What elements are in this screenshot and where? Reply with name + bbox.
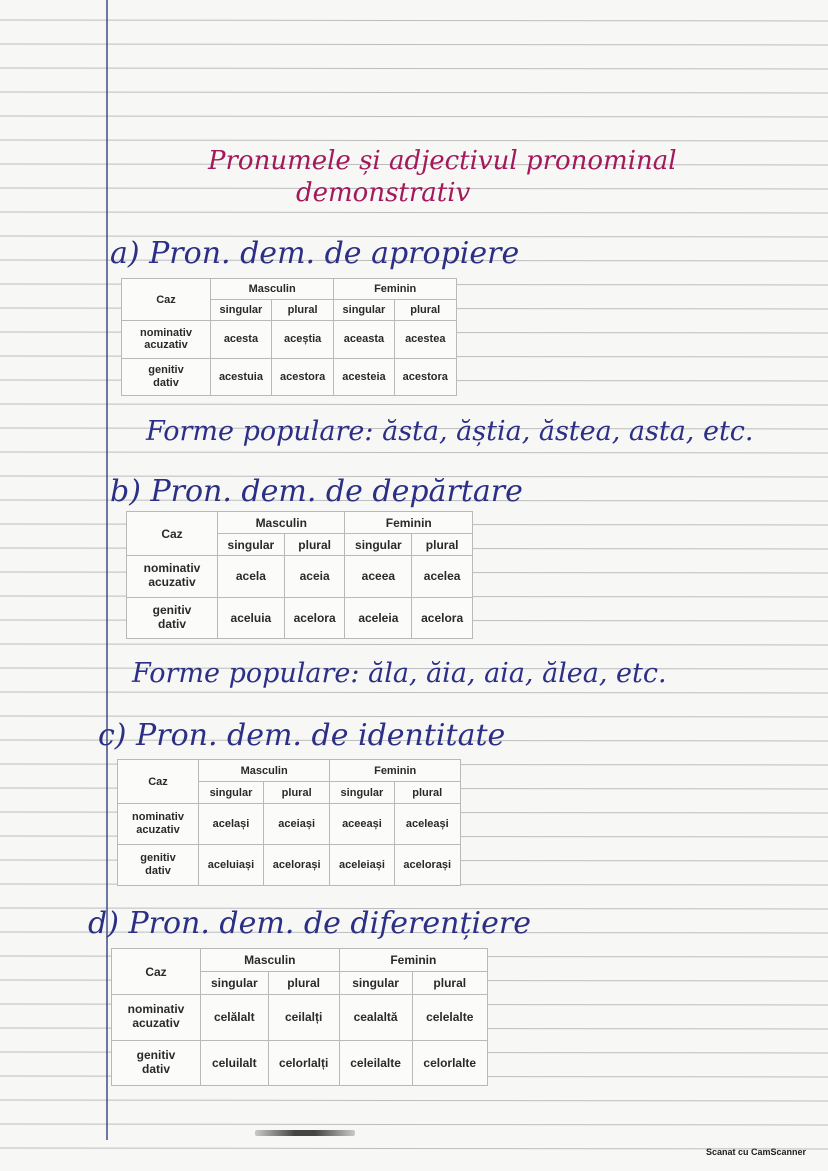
table-cell: celuilalt xyxy=(201,1040,269,1086)
declension-table-a xyxy=(121,278,457,396)
ruled-line xyxy=(0,1148,828,1149)
header-caz: Caz xyxy=(127,512,218,556)
ruled-line xyxy=(0,20,828,21)
ruled-line xyxy=(0,140,828,141)
table-cell: aceluia xyxy=(218,597,285,639)
header-masculin: Masculin xyxy=(218,512,345,534)
section-heading-a: a) Pron. dem. de apropiere xyxy=(110,236,520,271)
table-cell: acela xyxy=(218,556,285,598)
header-singular: singular xyxy=(218,534,285,556)
section-heading-d: d) Pron. dem. de diferențiere xyxy=(88,906,531,941)
case-acuzativ: acuzativ xyxy=(132,1016,180,1031)
table-cell: acelorași xyxy=(394,845,460,886)
table-cell: aceea xyxy=(345,556,412,598)
header-plural: plural xyxy=(394,782,460,804)
ruled-line xyxy=(0,92,828,93)
table-cell: aceasta xyxy=(334,321,394,359)
table-cell: acelora xyxy=(412,597,473,639)
table-cell: aceștia xyxy=(271,321,333,359)
header-caz: Caz xyxy=(112,949,201,995)
scan-edge-mark xyxy=(255,1130,355,1136)
case-nominativ: nominativ xyxy=(143,561,201,576)
margin-line xyxy=(106,0,108,1140)
case-dativ: dativ xyxy=(157,616,186,631)
case-dativ: dativ xyxy=(145,865,171,877)
header-singular: singular xyxy=(330,782,394,804)
header-singular: singular xyxy=(334,300,394,321)
case-nom-acc xyxy=(118,804,199,845)
table-cell: aceeași xyxy=(330,804,394,845)
case-nominativ: nominativ xyxy=(127,1002,185,1017)
table-cell: acelorași xyxy=(263,845,329,886)
case-nom-acc xyxy=(127,556,218,598)
table-cell: celeilalte xyxy=(339,1040,412,1086)
header-plural: plural xyxy=(412,972,487,995)
case-acuzativ: acuzativ xyxy=(144,339,188,352)
table-cell: acesta xyxy=(211,321,272,359)
ruled-line xyxy=(0,692,828,693)
case-genitiv: genitiv xyxy=(152,602,192,617)
table-cell: aceleia xyxy=(345,597,412,639)
declension-table-c xyxy=(117,759,461,886)
header-caz: Caz xyxy=(118,760,199,804)
case-gen-dat xyxy=(112,1040,201,1086)
header-singular: singular xyxy=(201,972,269,995)
section-heading-c: c) Pron. dem. de identitate xyxy=(98,718,506,753)
table-cell: aceluiași xyxy=(199,845,264,886)
case-nominativ: nominativ xyxy=(140,326,192,339)
case-dativ: dativ xyxy=(141,1061,170,1076)
declension-table-d xyxy=(111,948,488,1086)
case-dativ: dativ xyxy=(153,376,179,389)
table-cell: aceiași xyxy=(263,804,329,845)
table-cell: acestea xyxy=(394,321,456,359)
case-nom-acc xyxy=(112,995,201,1041)
table-cell: celelalte xyxy=(412,995,487,1041)
table-cell: aceia xyxy=(284,556,345,598)
popular-forms-b: Forme populare: ăla, ăia, aia, ălea, etc. xyxy=(132,658,667,689)
declension-table-b xyxy=(126,511,473,639)
table-cell: ceilalți xyxy=(268,995,339,1041)
header-masculin: Masculin xyxy=(201,949,340,972)
ruled-line xyxy=(0,404,828,405)
header-plural: plural xyxy=(268,972,339,995)
header-masculin: Masculin xyxy=(211,279,334,300)
header-plural: plural xyxy=(412,534,473,556)
header-feminin: Feminin xyxy=(339,949,487,972)
header-feminin: Feminin xyxy=(334,279,457,300)
table-cell: aceleași xyxy=(394,804,460,845)
header-feminin: Feminin xyxy=(345,512,473,534)
case-acuzativ: acuzativ xyxy=(136,824,180,836)
header-feminin: Feminin xyxy=(330,760,461,782)
table-cell: acelea xyxy=(412,556,473,598)
header-plural: plural xyxy=(263,782,329,804)
page-title: Pronumele și adjectivul pronominal xyxy=(208,146,677,176)
header-plural: plural xyxy=(394,300,456,321)
ruled-line xyxy=(0,1100,828,1101)
header-singular: singular xyxy=(199,782,264,804)
page-title-line2: demonstrativ xyxy=(296,178,471,208)
case-genitiv: genitiv xyxy=(140,852,176,865)
table-cell: acestuia xyxy=(211,358,272,396)
case-gen-dat xyxy=(118,845,199,886)
table-cell: același xyxy=(199,804,264,845)
table-cell: aceleiași xyxy=(330,845,394,886)
case-genitiv: genitiv xyxy=(148,364,184,377)
table-cell: acelora xyxy=(284,597,345,639)
ruled-line xyxy=(0,716,828,717)
header-masculin: Masculin xyxy=(199,760,330,782)
case-gen-dat xyxy=(127,597,218,639)
section-heading-b: b) Pron. dem. de depărtare xyxy=(110,474,523,509)
ruled-line xyxy=(0,212,828,213)
ruled-line xyxy=(0,644,828,645)
header-singular: singular xyxy=(339,972,412,995)
scanner-watermark: Scanat cu CamScanner xyxy=(705,1147,806,1157)
table-cell: celălalt xyxy=(201,995,269,1041)
ruled-line xyxy=(0,116,828,117)
header-plural: plural xyxy=(271,300,333,321)
table-cell: acestora xyxy=(271,358,333,396)
ruled-line xyxy=(0,452,828,453)
table-cell: celorlalți xyxy=(268,1040,339,1086)
case-nom-acc xyxy=(122,321,211,359)
header-plural: plural xyxy=(284,534,345,556)
header-singular: singular xyxy=(345,534,412,556)
header-singular: singular xyxy=(211,300,272,321)
case-gen-dat xyxy=(122,358,211,396)
case-acuzativ: acuzativ xyxy=(148,575,196,590)
case-nominativ: nominativ xyxy=(132,811,184,824)
table-cell: acesteia xyxy=(334,358,394,396)
ruled-line xyxy=(0,1124,828,1125)
table-cell: acestora xyxy=(394,358,456,396)
ruled-line xyxy=(0,44,828,45)
table-cell: celorlalte xyxy=(412,1040,487,1086)
table-cell: cealaltă xyxy=(339,995,412,1041)
header-caz: Caz xyxy=(122,279,211,321)
popular-forms-a: Forme populare: ăsta, ăștia, ăstea, asta, etc. xyxy=(146,416,754,447)
ruled-line xyxy=(0,68,828,69)
case-genitiv: genitiv xyxy=(136,1047,176,1062)
